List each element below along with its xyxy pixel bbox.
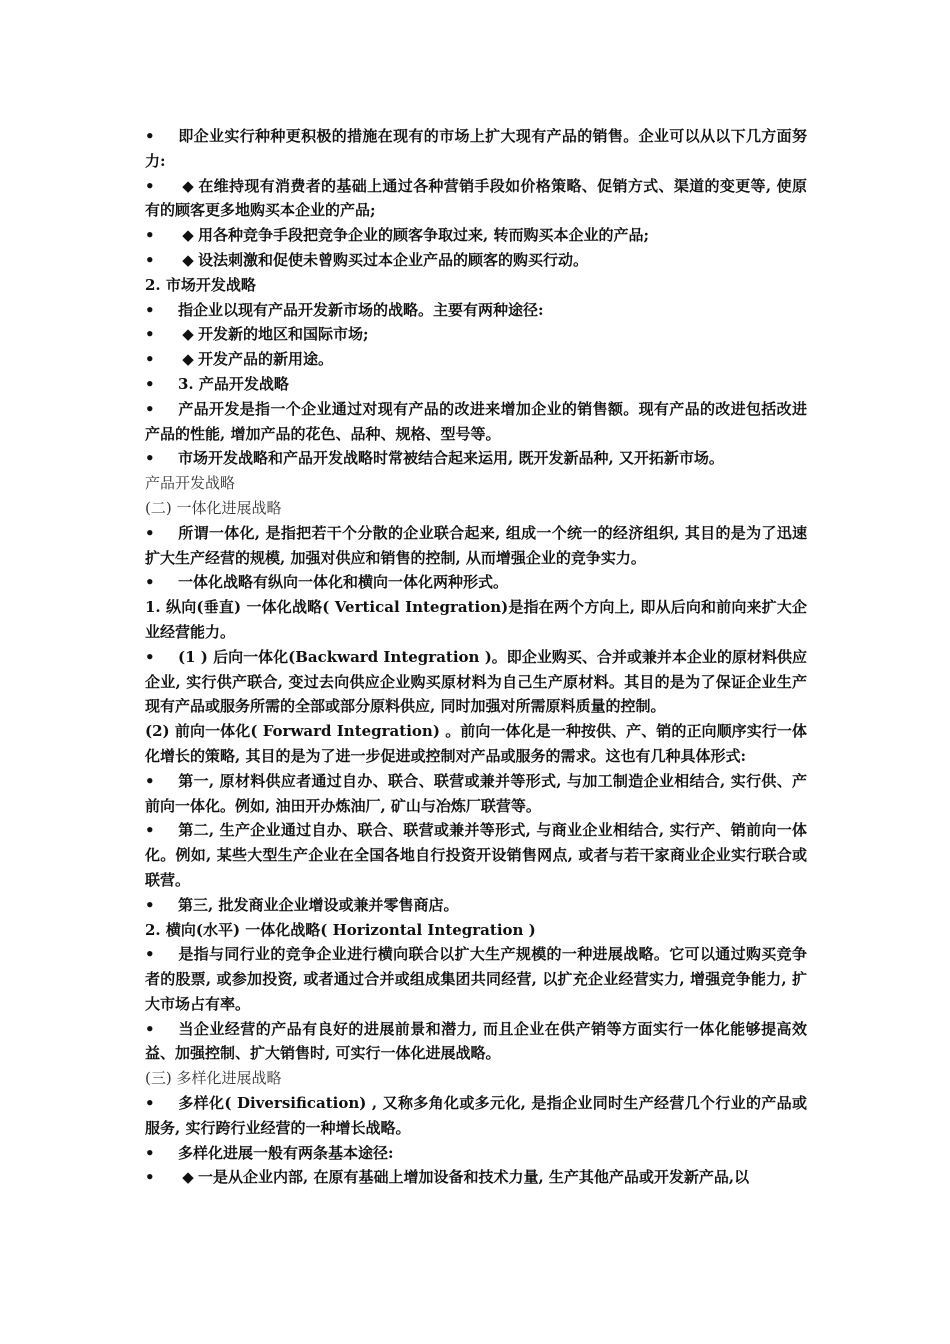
bullet-icon: •: [145, 523, 155, 542]
bullet-icon: •: [145, 325, 155, 344]
paragraph-text: (三) 多样化进展战略: [145, 1069, 282, 1088]
diamond-bullet-icon: ◆: [182, 350, 194, 369]
paragraph-18: [145, 719, 807, 769]
paragraph-text: 开发新的地区和国际市场;: [198, 325, 369, 344]
document-body: [145, 124, 807, 1190]
paragraph-text: 设法刺激和促使未曾购买过本企业产品的顾客的购买行动。: [198, 250, 589, 269]
paragraph-6: [145, 298, 807, 323]
paragraph-4: [145, 248, 807, 273]
bullet-icon: •: [145, 374, 155, 393]
paragraph-text: 多样化进展一般有两条基本途径:: [178, 1143, 394, 1162]
bullet-icon: •: [145, 226, 155, 245]
bullet-icon: •: [145, 573, 155, 592]
paragraph-text: 2. 横向(水平) 一体化战略( Horizontal Integration ): [145, 920, 536, 939]
bullet-icon: •: [145, 945, 155, 964]
paragraph-text: 多样化( Diversification) , 又称多角化或多元化, 是指企业同时生产经营几个行业的产品或服务, 实行跨行业经营的一种增长战略。: [145, 1094, 807, 1137]
bullet-icon: •: [145, 647, 155, 666]
diamond-bullet-icon: ◆: [182, 176, 194, 195]
bullet-icon: •: [145, 821, 155, 840]
paragraph-text: (2) 前向一体化( Forward Integration) 。前向一体化是一种按供、产、销的正向顺序实行一体化增长的策略, 其目的是为了进一步促进或控制对产品或服务的需求。这也有几种具体形式:: [145, 722, 807, 765]
paragraph-text: 3. 产品开发战略: [178, 374, 289, 393]
paragraph-16: [145, 595, 807, 645]
paragraph-28: [145, 1165, 807, 1190]
paragraph-23: [145, 942, 807, 1016]
paragraph-21: [145, 893, 807, 918]
paragraph-text: 在维持现有消费者的基础上通过各种营销手段如价格策略、促销方式、渠道的变更等, 使原有的顾客更多地购买本企业的产品;: [145, 176, 807, 220]
paragraph-19: [145, 769, 807, 819]
paragraph-5: [145, 273, 807, 298]
paragraph-20: [145, 818, 807, 892]
paragraph-17: [145, 645, 807, 719]
paragraph-text: 产品开发战略: [145, 474, 236, 493]
paragraph-8: [145, 347, 807, 372]
paragraph-text: 开发产品的新用途。: [198, 350, 334, 369]
bullet-icon: •: [145, 176, 155, 195]
diamond-bullet-icon: ◆: [182, 1168, 194, 1187]
paragraph-24: [145, 1017, 807, 1067]
paragraph-text: 1. 纵向(垂直) 一体化战略( Vertical Integration)是指在两个方向上, 即从后向和前向来扩大企业经营能力。: [145, 598, 807, 641]
diamond-bullet-icon: ◆: [182, 226, 194, 245]
bullet-icon: •: [145, 771, 155, 790]
paragraph-text: 第二, 生产企业通过自办、联合、联营或兼并等形式, 与商业企业相结合, 实行产、销前向一体化。例如, 某些大型生产企业在全国各地自行投资开设销售网点, 或者与若干家商业企业实行联合或联营。: [145, 821, 807, 889]
paragraph-15: [145, 570, 807, 595]
paragraph-3: [145, 223, 807, 248]
bullet-icon: •: [145, 1143, 155, 1162]
paragraph-26: [145, 1091, 807, 1141]
paragraph-10: [145, 397, 807, 447]
bullet-icon: •: [145, 449, 155, 468]
paragraph-9: [145, 372, 807, 397]
bullet-icon: •: [145, 250, 155, 269]
paragraph-12: [145, 471, 807, 496]
bullet-icon: •: [145, 350, 155, 369]
bullet-icon: •: [145, 1094, 155, 1113]
paragraph-25: [145, 1066, 807, 1091]
paragraph-text: (二) 一体化进展战略: [145, 498, 282, 517]
bullet-icon: •: [145, 127, 155, 145]
paragraph-11: [145, 446, 807, 471]
bullet-icon: •: [145, 399, 155, 418]
paragraph-text: 产品开发是指一个企业通过对现有产品的改进来增加企业的销售额。现有产品的改进包括改进产品的性能, 增加产品的花色、品种、规格、型号等。: [145, 399, 807, 443]
diamond-bullet-icon: ◆: [182, 325, 194, 344]
paragraph-7: [145, 322, 807, 347]
diamond-bullet-icon: ◆: [182, 250, 194, 269]
paragraph-text: 是指与同行业的竞争企业进行横向联合以扩大生产规模的一种进展战略。它可以通过购买竞争者的股票, 或参加投资, 或者通过合并或组成集团共同经营, 以扩充企业经营实力, 增强竞争能力, 扩大市场占有率。: [145, 945, 807, 1013]
paragraph-22: [145, 918, 807, 943]
paragraph-text: 第三, 批发商业企业增设或兼并零售商店。: [178, 895, 459, 914]
paragraph-text: 即企业实行种种更积极的措施在现有的市场上扩大现有产品的销售。企业可以从以下几方面努力:: [145, 127, 807, 170]
paragraph-14: [145, 521, 807, 571]
paragraph-text: 用各种竞争手段把竞争企业的顾客争取过来, 转而购买本企业的产品;: [198, 226, 649, 245]
paragraph-text: 市场开发战略和产品开发战略时常被结合起来运用, 既开发新品种, 又开拓新市场。: [178, 449, 724, 468]
bullet-icon: •: [145, 895, 155, 914]
bullet-icon: •: [145, 300, 155, 319]
paragraph-1: [145, 124, 807, 174]
paragraph-text: (1 ) 后向一体化(Backward Integration )。即企业购买、合并或兼并本企业的原材料供应企业, 实行供产联合, 变过去向供应企业购买原材料为自己生产原材料。其目的是为了保证企业生产现有产品或服务所需的全部或部分原料供应, 同时加强对所需原料质量的控制。: [145, 647, 807, 716]
paragraph-text: 2. 市场开发战略: [145, 275, 256, 294]
paragraph-text: 第一, 原材料供应者通过自办、联合、联营或兼并等形式, 与加工制造企业相结合, 实行供、产前向一体化。例如, 油田开办炼油厂, 矿山与冶炼厂联营等。: [145, 771, 807, 815]
paragraph-27: [145, 1141, 807, 1166]
bullet-icon: •: [145, 1168, 155, 1187]
paragraph-2: [145, 174, 807, 224]
paragraph-13: [145, 496, 807, 521]
paragraph-text: 当企业经营的产品有良好的进展前景和潜力, 而且企业在供产销等方面实行一体化能够提高效益、加强控制、扩大销售时, 可实行一体化进展战略。: [145, 1019, 807, 1063]
paragraph-text: 一是从企业内部, 在原有基础上增加设备和技术力量, 生产其他产品或开发新产品,以: [198, 1168, 750, 1187]
paragraph-text: 指企业以现有产品开发新市场的战略。主要有两种途径:: [178, 300, 544, 319]
paragraph-text: 一体化战略有纵向一体化和横向一体化两种形式。: [178, 573, 509, 592]
paragraph-text: 所谓一体化, 是指把若干个分散的企业联合起来, 组成一个统一的经济组织, 其目的是为了迅速扩大生产经营的规模, 加强对供应和销售的控制, 从而增强企业的竞争实力。: [145, 523, 807, 567]
bullet-icon: •: [145, 1019, 155, 1038]
